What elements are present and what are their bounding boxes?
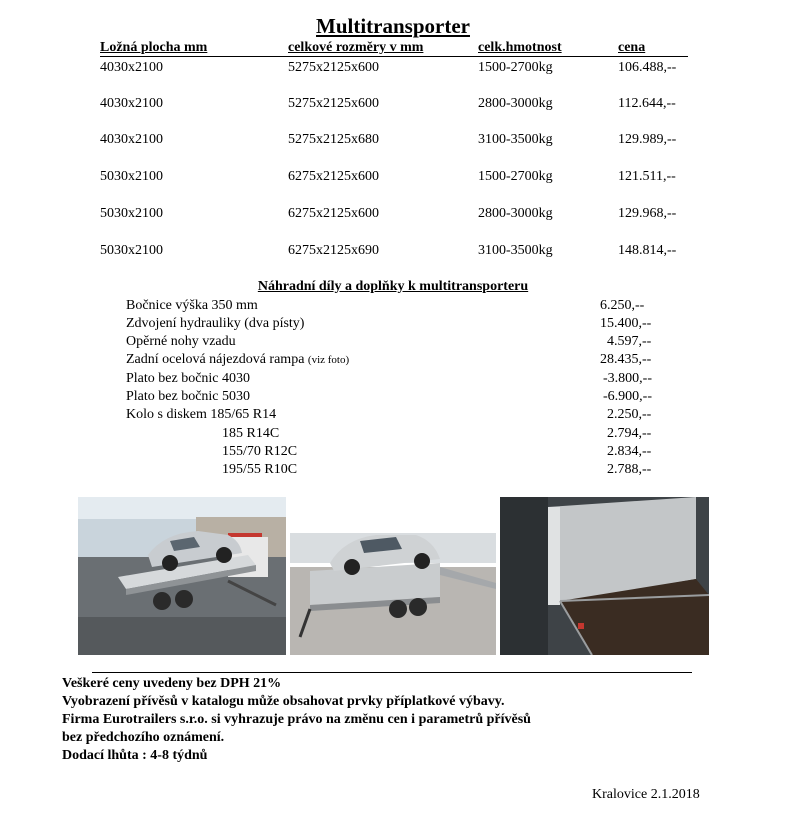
part-name: Kolo s diskem 185/65 R14	[126, 407, 277, 422]
footer-rights-note: Firma Eurotrailers s.r.o. si vyhrazuje právo na změnu cen i parametrů přívěsů	[62, 712, 531, 727]
part-note: (viz foto)	[307, 354, 350, 366]
part-name: Zadní ocelová nájezdová rampa	[126, 352, 305, 367]
photo-steel-ramp	[500, 497, 709, 655]
cell-price: 112.644,--	[618, 96, 676, 111]
footer-rule	[92, 672, 692, 673]
cell-loading-area: 5030x2100	[100, 169, 163, 184]
cell-weight: 2800-3000kg	[478, 96, 553, 111]
footer-rights-note-cont: bez předchozího oznámení.	[62, 730, 225, 745]
header-rule	[100, 56, 688, 57]
header-overall-dimensions: celkové rozměry v mm	[288, 40, 424, 55]
cell-loading-area: 4030x2100	[100, 60, 163, 75]
cell-loading-area: 4030x2100	[100, 96, 163, 111]
cell-price: 148.814,--	[618, 243, 677, 258]
part-price: 4.597,--	[607, 334, 652, 349]
footer-catalog-note: Vyobrazení přívěsů v katalogu může obsahovat prvky příplatkové výbavy.	[62, 694, 505, 709]
cell-loading-area: 5030x2100	[100, 243, 163, 258]
part-price: 15.400,--	[600, 316, 652, 331]
cell-price: 106.488,--	[618, 60, 677, 75]
cell-weight: 3100-3500kg	[478, 132, 553, 147]
cell-dimensions: 5275x2125x680	[288, 132, 379, 147]
cell-weight: 1500-2700kg	[478, 169, 553, 184]
part-price: -6.900,--	[603, 389, 652, 404]
part-price: 6.250,--	[600, 298, 645, 313]
header-loading-area: Ložná plocha mm	[100, 40, 208, 55]
document-date: Kralovice 2.1.2018	[592, 787, 700, 802]
header-price: cena	[618, 40, 646, 55]
part-price: 2.250,--	[607, 407, 652, 422]
cell-price: 129.968,--	[618, 206, 677, 221]
part-price: 2.794,--	[607, 426, 652, 441]
header-total-weight: celk.hmotnost	[478, 40, 562, 55]
cell-price: 121.511,--	[618, 169, 676, 184]
part-name: Bočnice výška 350 mm	[126, 298, 258, 313]
part-name: 195/55 R10C	[222, 462, 298, 477]
part-name: Zdvojení hydrauliky (dva písty)	[126, 316, 305, 331]
part-name: Opěrné nohy vzadu	[126, 334, 236, 349]
part-price: 2.834,--	[607, 444, 652, 459]
cell-weight: 3100-3500kg	[478, 243, 553, 258]
photo-trailer-with-car	[290, 497, 496, 655]
cell-loading-area: 5030x2100	[100, 206, 163, 221]
footer-vat-note: Veškeré ceny uvedeny bez DPH 21%	[62, 676, 282, 691]
cell-dimensions: 6275x2125x690	[288, 243, 379, 258]
cell-weight: 1500-2700kg	[478, 60, 553, 75]
part-price: 2.788,--	[607, 462, 652, 477]
part-price: -3.800,--	[603, 371, 652, 386]
part-name: Plato bez bočnic 4030	[126, 371, 251, 386]
part-name: 155/70 R12C	[222, 444, 298, 459]
cell-dimensions: 6275x2125x600	[288, 206, 379, 221]
cell-dimensions: 5275x2125x600	[288, 60, 379, 75]
part-name: Plato bez bočnic 5030	[126, 389, 251, 404]
cell-weight: 2800-3000kg	[478, 206, 553, 221]
part-name: 185 R14C	[222, 426, 280, 441]
photo-trailer-tilted	[78, 497, 286, 655]
document-title: Multitransporter	[316, 14, 470, 38]
footer-delivery-time: Dodací lhůta : 4-8 týdnů	[62, 748, 208, 763]
part-name-with-note	[126, 352, 349, 368]
cell-price: 129.989,--	[618, 132, 677, 147]
parts-section-title: Náhradní díly a doplňky k multitransporteru	[257, 279, 529, 294]
cell-dimensions: 5275x2125x600	[288, 96, 379, 111]
cell-dimensions: 6275x2125x600	[288, 169, 379, 184]
part-price: 28.435,--	[600, 352, 652, 367]
cell-loading-area: 4030x2100	[100, 132, 163, 147]
